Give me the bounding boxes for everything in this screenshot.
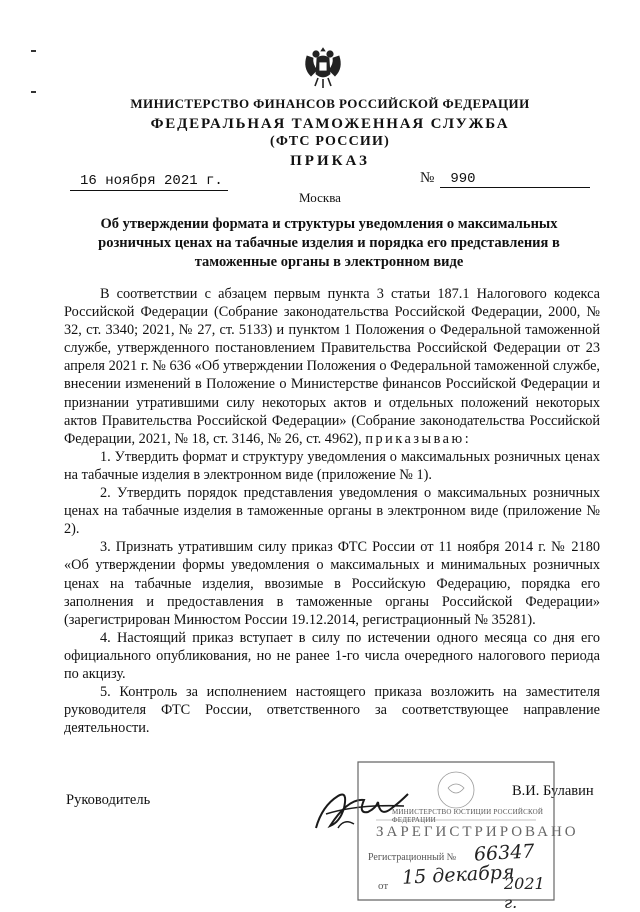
stamp-registration-label: Регистрационный № — [368, 852, 457, 863]
document-type: ПРИКАЗ — [290, 153, 370, 169]
service-abbreviation: (ФТС РОССИИ) — [270, 134, 390, 149]
preamble-text: В соответствии с абзацем первым пункта 3 статьи 187.1 Налогового кодекса Российской Федерации (Собрание законодательства Российской Федерации, 2000, № 32, ст. 3340; 2021, № 27, ст. 5133) и пунктом 1 Положения о Федеральной таможенной службе, утвержденного постановлением Правительства Российской Федерации от 23 апреля 2021 г. № 636 «Об утверждении Положения о Федеральной таможенной службе, внесении изменений в Положение о Министерстве финансов Российской Федерации и признании утратившими силу некоторых актов и отдельных положений некоторых актов Правительства Российской Федерации» (Собрание законодательства Российской Федерации, 2021, № 18, ст. 3146, № 26, ст. 4962), — [64, 286, 600, 447]
order-date: 16 ноября 2021 г. — [70, 173, 228, 191]
order-body — [64, 285, 600, 737]
city: Москва — [299, 190, 341, 205]
order-number-block — [420, 170, 598, 188]
stamp-ministry-line: МИНИСТЕРСТВО ЮСТИЦИИ РОССИЙСКОЙ ФЕДЕРАЦИИ — [392, 808, 544, 824]
ministry-name: МИНИСТЕРСТВО ФИНАНСОВ РОССИЙСКОЙ ФЕДЕРАЦИИ — [130, 96, 530, 111]
order-number: 990 — [440, 171, 590, 188]
order-item-1: 1. Утвердить формат и структуру уведомления о максимальных розничных ценах на табачные изделия в электронном виде (приложение № 1). — [64, 448, 600, 483]
stamp-registration-number: 66347 — [473, 840, 535, 866]
coat-of-arms-icon — [301, 42, 345, 90]
number-sign: № — [420, 170, 435, 186]
document-title: Об утверждении формата и структуры уведомления о максимальных розничных ценах на табачные изделия и порядка его представления в таможенные органы в электронном виде — [98, 216, 560, 270]
scan-margin-mark — [31, 91, 36, 93]
stamp-registered-label: ЗАРЕГИСТРИРОВАНО — [376, 824, 579, 840]
order-item-3: 3. Признать утратившим силу приказ ФТС России от 11 ноября 2014 г. № 2180 «Об утверждении формы уведомления о максимальных и минимальных розничных ценах на табачные изделия, ввозимые в Российскую Федерацию, порядка его заполнения и предоставления в таможенные органы Российской Федерации» (зарегистрирован Минюстом России 19.12.2014, регистрационный № 35281). — [64, 539, 600, 628]
signatory-name: В.И. Булавин — [512, 783, 594, 799]
scan-margin-mark — [31, 50, 36, 52]
preamble-paragraph — [64, 285, 600, 448]
signatory-position: Руководитель — [66, 792, 151, 808]
registration-stamp — [356, 760, 579, 912]
stamp-handwritten-date: 15 декабря — [401, 861, 516, 889]
order-item-4: 4. Настоящий приказ вступает в силу по истечении одного месяца со дня его официального опубликования, но не ранее 1-го числа очередного налогового периода по акцизу. — [64, 629, 600, 682]
command-word: приказываю: — [365, 430, 472, 447]
service-name: ФЕДЕРАЛЬНАЯ ТАМОЖЕННАЯ СЛУЖБА — [150, 116, 510, 132]
order-item-2: 2. Утвердить порядок представления уведомления о максимальных розничных ценах на табачные изделия в таможенные органы в электронном виде (приложение № 2). — [64, 485, 600, 538]
stamp-from-label: от — [378, 880, 389, 892]
order-item-5: 5. Контроль за исполнением настоящего приказа возложить на заместителя руководителя ФТС России, ответственного за соответствующее направление деятельности. — [64, 684, 600, 737]
stamp-year: 2021 г. — [504, 874, 545, 912]
